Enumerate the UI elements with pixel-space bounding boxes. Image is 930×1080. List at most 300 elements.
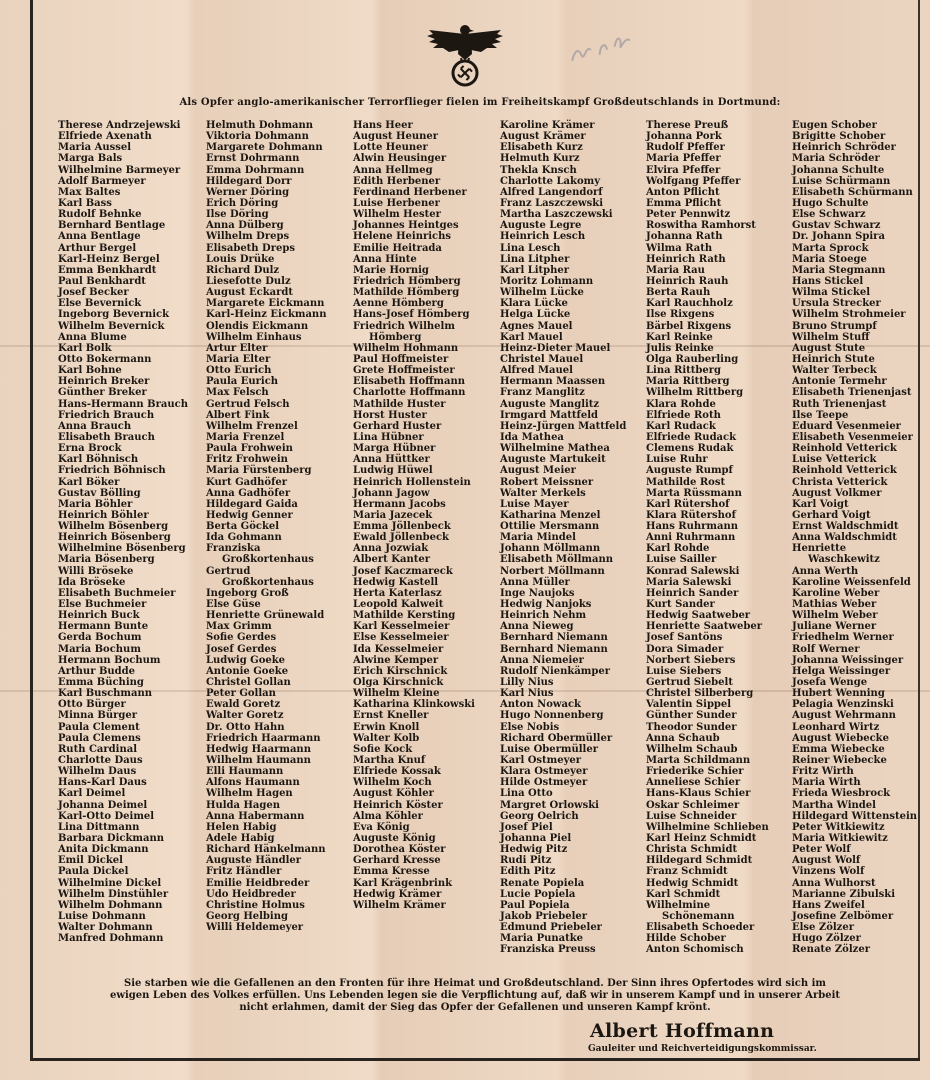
victim-name: Wilhelm Krämer bbox=[353, 899, 446, 911]
victim-name: Charlotte Lakomy bbox=[500, 175, 601, 187]
victim-name: Anna Hellmeg bbox=[353, 164, 433, 176]
victim-name: Gertrud Siebelt bbox=[646, 677, 733, 689]
victim-name: Maria Rittberg bbox=[646, 376, 730, 388]
victim-name: Liesefotte Dulz bbox=[206, 275, 291, 287]
victim-name: Johann Möllmann bbox=[500, 543, 601, 555]
victim-name: Anton Pflicht bbox=[646, 186, 720, 198]
victim-name: Emma Büching bbox=[58, 677, 144, 689]
names-column-4 bbox=[500, 120, 626, 956]
victim-name: Helene Heinrichs bbox=[353, 231, 452, 243]
victim-name: Anna Brauch bbox=[58, 420, 132, 432]
victim-name: Richard Dulz bbox=[206, 264, 280, 276]
victim-name: Wilhelmine Mathea bbox=[500, 443, 610, 455]
victim-name: Horst Huster bbox=[353, 409, 427, 421]
victim-name: Emma Kresse bbox=[353, 866, 430, 878]
victim-name: Charlotte Daus bbox=[58, 755, 143, 767]
victim-name: Karl Nius bbox=[500, 688, 554, 700]
victim-name: August Meier bbox=[500, 465, 576, 477]
victim-name: Wilhelm Hagen bbox=[206, 788, 293, 800]
victim-name: Eugen Schober bbox=[792, 120, 877, 131]
victim-name: Waschkewitz bbox=[808, 554, 880, 566]
right-border bbox=[918, 0, 920, 1060]
victim-name: Walter Goretz bbox=[206, 710, 284, 722]
victim-name: Vinzens Wolf bbox=[792, 866, 865, 878]
victim-name: Hömberg bbox=[369, 331, 422, 343]
closing-statement: Sie starben wie die Gefallenen an den Fronten für ihre Heimat und Großdeutschland. Der Sinn ihres Opfertodes wird sich im ewigen Leben des Volkes erfüllen. Uns Lebenden legen sie die Verpflichtung auf, daß wir in unserem Kampf und in unserer Arbeit nicht erlahmen, damit der Sieg das Opfer der Gefallenen und unseren Kampf krönt. bbox=[110, 978, 840, 1013]
victim-name: Friedrich Wilhelm bbox=[353, 320, 455, 332]
victim-name: Dr. Otto Hahn bbox=[206, 721, 285, 733]
victim-name: Maria Jazecek bbox=[353, 509, 433, 521]
victim-name: Anna Habermann bbox=[206, 810, 305, 822]
victim-name: Lina Rittberg bbox=[646, 365, 722, 377]
victim-name: Margarete Dohmann bbox=[206, 142, 323, 154]
victim-name: Klara Ostmeyer bbox=[500, 766, 588, 778]
victim-name: Anna Schaub bbox=[646, 732, 720, 744]
victim-name: Hildegard Gaida bbox=[206, 498, 298, 510]
victim-name: Elfriede Rudack bbox=[646, 431, 737, 443]
victim-name: Luise Schneider bbox=[646, 810, 737, 822]
victim-name: Christel Gollan bbox=[206, 677, 291, 689]
victim-name: Lilly Nius bbox=[500, 677, 554, 689]
victim-name: Großkortenhaus bbox=[222, 554, 314, 566]
left-border bbox=[30, 0, 33, 1060]
victim-name: Olendis Eickmann bbox=[206, 320, 309, 332]
victim-name: Marta Sprock bbox=[792, 242, 869, 254]
victim-name: Elisabeth Schürmann bbox=[792, 186, 913, 198]
victim-name: Anna Hüttker bbox=[353, 454, 430, 466]
victim-name: Hildegard Schmidt bbox=[646, 855, 753, 867]
victim-name: Sofie Kock bbox=[353, 743, 413, 755]
victim-name: Heinrich Breker bbox=[58, 376, 150, 388]
victim-name: Hugo Schulte bbox=[792, 197, 869, 209]
victim-name: Elisabeth Hoffmann bbox=[353, 376, 465, 388]
victim-name: Wolfgang Pfeffer bbox=[646, 175, 741, 187]
victim-name: Peter Wolf bbox=[792, 844, 851, 856]
victim-name: Karl Krägenbrink bbox=[353, 877, 453, 889]
victim-name: Wilhelm Schaub bbox=[646, 743, 738, 755]
victim-name: Bernhard Niemann bbox=[500, 632, 608, 644]
victim-name: Alfred Langendorf bbox=[500, 186, 603, 198]
victim-name: Anna Gadhöfer bbox=[206, 487, 291, 499]
victim-name: Josef Piel bbox=[500, 821, 553, 833]
victim-name: Marianne Zibulski bbox=[792, 888, 895, 900]
victim-name: Friedrich Böhnisch bbox=[58, 465, 166, 477]
victim-name: Hermann Maassen bbox=[500, 376, 606, 388]
victim-name: Antonie Termehr bbox=[792, 376, 887, 388]
victim-name: Anna Waldschmidt bbox=[792, 532, 897, 544]
victim-name: Friedrich Brauch bbox=[58, 409, 155, 421]
victim-name: Anni Ruhrmann bbox=[646, 532, 736, 544]
victim-name: Hedwig Krämer bbox=[353, 888, 442, 900]
victim-name: Olga Rauberling bbox=[646, 353, 739, 365]
victim-name: Christa Vetterick bbox=[792, 476, 888, 488]
victim-name: Wilma Rath bbox=[646, 242, 713, 254]
victim-name: Anna Werth bbox=[792, 565, 859, 577]
victim-name: Karoline Weissenfeld bbox=[792, 576, 911, 588]
victim-name: Willi Heldemeyer bbox=[206, 922, 304, 934]
victim-name: Klara Rütershof bbox=[646, 509, 736, 521]
victim-name: Heinrich Lesch bbox=[500, 231, 586, 243]
victim-name: Renate Popiela bbox=[500, 877, 585, 889]
victim-name: Martha Windel bbox=[792, 799, 876, 811]
victim-name: Arthur Bergel bbox=[58, 242, 137, 254]
victim-name: August Heuner bbox=[353, 131, 439, 143]
victim-name: Paula Frohwein bbox=[206, 443, 293, 455]
victim-name: Karl-Otto Deimel bbox=[58, 810, 155, 822]
victim-name: Johanna Pork bbox=[646, 131, 722, 143]
victim-name: Franz Laszczewski bbox=[500, 197, 604, 209]
victim-name: Mathilde Huster bbox=[353, 398, 446, 410]
victim-name: Renate Zölzer bbox=[792, 944, 870, 956]
victim-name: Katharina Klinkowski bbox=[353, 699, 475, 711]
victim-name: Friedrich Hömberg bbox=[353, 275, 461, 287]
victim-name: Wilhelm Einhaus bbox=[206, 331, 302, 343]
victim-name: Heinz-Dieter Mauel bbox=[500, 342, 611, 354]
victim-name: Herta Katerlasz bbox=[353, 587, 442, 599]
victim-name: Christel Silberberg bbox=[646, 688, 754, 700]
victim-name: Heinrich Nehm bbox=[500, 610, 587, 622]
victim-name: Elvira Pfeffer bbox=[646, 164, 721, 176]
victim-name: Lina Dittmann bbox=[58, 821, 140, 833]
victim-name: Gerhard Kresse bbox=[353, 855, 441, 867]
victim-name: Karl Litpher bbox=[500, 264, 570, 276]
victim-name: Wilhelm Weber bbox=[792, 610, 878, 622]
victim-name: Karl Voigt bbox=[792, 498, 849, 510]
victim-name: Karl Rohde bbox=[646, 543, 710, 555]
victim-name: Ferdinand Herbener bbox=[353, 186, 467, 198]
victim-name: Charlotte Hoffmann bbox=[353, 387, 466, 399]
victim-name: Irmgard Mattfeld bbox=[500, 409, 598, 421]
victim-name: Richard Hänkelmann bbox=[206, 844, 326, 856]
victim-name: Agnes Mauel bbox=[500, 320, 573, 332]
victim-name: Helen Habig bbox=[206, 821, 277, 833]
victim-name: Hedwig Haarmann bbox=[206, 743, 311, 755]
victim-name: Else Kesselmeier bbox=[353, 632, 449, 644]
victim-name: Franziska Preuss bbox=[500, 944, 596, 956]
victim-name: Alfons Haumann bbox=[206, 777, 300, 789]
victim-name: Oskar Schleimer bbox=[646, 799, 740, 811]
victim-name: Louis Drüke bbox=[206, 253, 275, 265]
victim-name: Maria Elter bbox=[206, 353, 271, 365]
victim-name: Christa Schmidt bbox=[646, 844, 738, 856]
names-column-6 bbox=[792, 120, 917, 956]
victim-name: Heinrich Hollenstein bbox=[353, 476, 471, 488]
victim-name: Barbara Dickmann bbox=[58, 833, 164, 844]
victim-name: Georg Helbing bbox=[206, 910, 288, 922]
victim-name: Walter Terbeck bbox=[792, 365, 877, 377]
victim-name: Maria Salewski bbox=[646, 576, 732, 588]
victim-name: Maria Stegmann bbox=[792, 264, 886, 276]
victim-name: Emilie Heitrada bbox=[353, 242, 442, 254]
victim-name: Otto Bokermann bbox=[58, 353, 152, 365]
victim-name: Luise Schürmann bbox=[792, 175, 891, 187]
victim-name: Anna Hinte bbox=[353, 253, 417, 265]
victim-name: Norbert Möllmann bbox=[500, 565, 605, 577]
victim-name: Elfriede Roth bbox=[646, 409, 721, 421]
victim-name: Karl-Heinz Eickmann bbox=[206, 309, 327, 321]
victim-name: Maria Schröder bbox=[792, 153, 880, 165]
victim-name: Max Felsch bbox=[206, 387, 269, 399]
victim-name: Hugo Nonnenberg bbox=[500, 710, 604, 722]
victim-name: Franz Schmidt bbox=[646, 866, 728, 878]
victim-name: Else Buchmeier bbox=[58, 599, 147, 611]
victim-name: Leonhard Wirtz bbox=[792, 721, 880, 733]
victim-name: Erich Kirschnick bbox=[353, 665, 448, 677]
victim-name: Anna Niemeier bbox=[500, 654, 584, 666]
victim-name: Hans Zweifel bbox=[792, 899, 865, 911]
victim-name: Großkortenhaus bbox=[222, 576, 314, 588]
victim-name: Wilhelm Frenzel bbox=[206, 420, 298, 432]
victim-name: Fritz Händler bbox=[206, 866, 282, 878]
victim-name: Hermann Bunte bbox=[58, 621, 149, 633]
victim-name: Franz Manglitz bbox=[500, 387, 585, 399]
victim-name: Wilhelm Dreps bbox=[206, 231, 290, 243]
victim-name: Wilhelm Daus bbox=[58, 766, 137, 778]
victim-name: Else Bevernick bbox=[58, 298, 142, 310]
victim-name: Wilhelm Strohmeier bbox=[792, 309, 906, 321]
victim-name: Günther Breker bbox=[58, 387, 147, 399]
victim-name: Karl Bohne bbox=[58, 365, 122, 377]
victim-name: Luise Siebers bbox=[646, 665, 722, 677]
victim-name: Heinrich Böhler bbox=[58, 509, 149, 521]
victim-name: Rolf Werner bbox=[792, 643, 860, 655]
victim-name: Marta Rüssmann bbox=[646, 487, 742, 499]
victim-name: Henriette bbox=[792, 543, 847, 555]
victim-name: Johann Jagow bbox=[353, 487, 430, 499]
victim-name: Georg Oelrich bbox=[500, 810, 579, 822]
victim-name: Maria Rau bbox=[646, 264, 705, 276]
victim-name: Hedwig Genner bbox=[206, 509, 293, 521]
victim-name: Adolf Barmeyer bbox=[58, 175, 146, 187]
victim-name: Konrad Salewski bbox=[646, 565, 740, 577]
victim-name: Pelagia Wenzinski bbox=[792, 699, 894, 711]
victim-name: Lina Lesch bbox=[500, 242, 561, 254]
names-column-1 bbox=[58, 120, 188, 944]
victim-name: Marie Hornig bbox=[353, 264, 429, 276]
victim-name: Johanna Schulte bbox=[792, 164, 885, 176]
victim-name: Paul Hoffmeister bbox=[353, 353, 449, 365]
bottom-border bbox=[30, 1058, 920, 1061]
victim-name: Karl Rudack bbox=[646, 420, 716, 432]
victim-name: Marta Schildmann bbox=[646, 755, 751, 767]
victim-name: Karl Reinke bbox=[646, 331, 713, 343]
victim-name: Jakob Priebeler bbox=[500, 910, 588, 922]
victim-name: Anna Nieweg bbox=[500, 621, 574, 633]
victim-name: Walter Dohmann bbox=[58, 922, 153, 934]
victim-name: Heinrich Bösenberg bbox=[58, 532, 171, 544]
victim-name: Heinrich Rath bbox=[646, 253, 726, 265]
victim-name: Johannes Heintges bbox=[353, 220, 459, 232]
victim-name: Maria Bösenberg bbox=[58, 554, 155, 566]
victim-name: Auguste Händler bbox=[206, 855, 302, 867]
victim-name: Anna Jozwiak bbox=[353, 543, 429, 555]
victim-name: Hans Stickel bbox=[792, 275, 864, 287]
victim-name: Hilde Ostmeyer bbox=[500, 777, 588, 789]
victim-name: Alma Köhler bbox=[353, 810, 423, 822]
victim-name: Karl Bass bbox=[58, 197, 112, 209]
victim-name: Emma Benkhardt bbox=[58, 264, 157, 276]
victim-name: August Wiebecke bbox=[792, 732, 889, 744]
victim-name: August Köhler bbox=[353, 788, 434, 800]
names-column-5 bbox=[646, 120, 769, 956]
victim-name: Hans-Hermann Brauch bbox=[58, 398, 188, 410]
victim-name: Karl Heinz Schmidt bbox=[646, 833, 757, 844]
eagle-emblem-icon bbox=[425, 20, 505, 90]
victim-name: Rudi Pitz bbox=[500, 855, 552, 867]
victim-name: Albert Kanter bbox=[353, 554, 430, 566]
victim-name: Wilma Stickel bbox=[792, 287, 871, 299]
victim-name: Ida Kesselmeier bbox=[353, 643, 444, 655]
victim-name: Hedwig Nanjoks bbox=[500, 599, 592, 611]
victim-name: Gerhard Voigt bbox=[792, 509, 871, 521]
victim-name: Ludwig Hüwel bbox=[353, 465, 433, 477]
victim-name: Ernst Kneller bbox=[353, 710, 429, 722]
victim-name: Hulda Hagen bbox=[206, 799, 281, 811]
victim-name: Wilhelm Rittberg bbox=[646, 387, 744, 399]
victim-name: Erwin Knoll bbox=[353, 721, 420, 733]
victim-name: Gertrud bbox=[206, 565, 251, 577]
victim-name: Emma Dohrmann bbox=[206, 164, 305, 176]
victim-name: Lina Hübner bbox=[353, 431, 424, 443]
victim-name: Hildegard Dorr bbox=[206, 175, 292, 187]
victim-name: Anna Wulhorst bbox=[792, 877, 876, 889]
victim-name: Hedwig Kastell bbox=[353, 576, 439, 588]
victim-name: Johanna Deimel bbox=[58, 799, 148, 811]
victim-name: Hedwig Schmidt bbox=[646, 877, 739, 889]
victim-name: Elfriede Kossak bbox=[353, 766, 441, 778]
victim-name: Anna Müller bbox=[500, 576, 570, 588]
victim-name: Elisabeth Vesenmeier bbox=[792, 431, 913, 443]
victim-name: Hans-Klaus Schier bbox=[646, 788, 751, 800]
victim-name: Paula Clemens bbox=[58, 732, 141, 744]
victim-name: Johanna Weissinger bbox=[792, 654, 904, 666]
victim-name: August Stute bbox=[792, 342, 866, 354]
victim-name: Auguste König bbox=[353, 833, 436, 844]
victim-name: Wilhelmine Dickel bbox=[58, 877, 162, 889]
victim-name: Dorothea Köster bbox=[353, 844, 446, 856]
victim-name: Johanna Piel bbox=[500, 833, 572, 844]
victim-name: Franziska bbox=[206, 543, 261, 555]
victim-name: Else Nobis bbox=[500, 721, 560, 733]
victim-name: Karl Buschmann bbox=[58, 688, 153, 700]
victim-name: Helmuth Kurz bbox=[500, 153, 580, 165]
victim-name: Helmuth Dohmann bbox=[206, 120, 314, 131]
victim-name: Wilhelm Dinstühler bbox=[58, 888, 169, 900]
victim-name: Hedwig Pitz bbox=[500, 844, 568, 856]
victim-name: Karl Mauel bbox=[500, 331, 563, 343]
victim-name: Margret Orlowski bbox=[500, 799, 599, 811]
victim-name: Hilde Schober bbox=[646, 933, 726, 945]
victim-name: Elisabeth Brauch bbox=[58, 431, 155, 443]
victim-name: Erich Döring bbox=[206, 197, 279, 209]
victim-name: Antonie Goeke bbox=[206, 665, 289, 677]
victim-name: Wilhelmine bbox=[646, 899, 711, 911]
victim-name: Adele Habig bbox=[206, 833, 275, 844]
victim-name: Ingeborg Groß bbox=[206, 587, 289, 599]
victim-name: Peter Pennwitz bbox=[646, 209, 731, 221]
victim-name: Ursula Strecker bbox=[792, 298, 881, 310]
victim-name: Karl Deimel bbox=[58, 788, 126, 800]
victim-name: Josef Kaczmareck bbox=[353, 565, 453, 577]
victim-name: Luise Vetterick bbox=[792, 454, 877, 466]
victim-name: Otto Eurich bbox=[206, 365, 272, 377]
victim-name: Mathilde Rost bbox=[646, 476, 726, 488]
victim-name: Otto Bürger bbox=[58, 699, 126, 711]
victim-name: Sofie Gerdes bbox=[206, 632, 277, 644]
victim-name: Wilhelm Bevernick bbox=[58, 320, 165, 332]
victim-name: Wilhelm Lücke bbox=[500, 287, 584, 299]
victim-name: Karl-Heinz Bergel bbox=[58, 253, 160, 265]
victim-name: Josefa Wenge bbox=[792, 677, 868, 689]
victim-name: Richard Obermüller bbox=[500, 732, 613, 744]
victim-name: Ernst Dohrmann bbox=[206, 153, 300, 165]
victim-name: Auguste Manglitz bbox=[500, 398, 600, 410]
victim-name: Gustav Schwarz bbox=[792, 220, 881, 232]
victim-name: Maria Punatke bbox=[500, 933, 584, 945]
victim-name: August Wolf bbox=[792, 855, 861, 867]
victim-name: Mathilde Kersting bbox=[353, 610, 456, 622]
victim-name: Elisabeth Trienenjast bbox=[792, 387, 912, 399]
victim-name: Luise Obermüller bbox=[500, 743, 598, 755]
victim-name: Elisabeth Kurz bbox=[500, 142, 583, 154]
victim-name: Karl Rauchholz bbox=[646, 298, 733, 310]
victim-name: Lotte Heuner bbox=[353, 142, 428, 154]
victim-name: Gustav Bölling bbox=[58, 487, 141, 499]
victim-name: Eva König bbox=[353, 821, 410, 833]
victim-name: Berta Rauh bbox=[646, 287, 711, 299]
victim-name: Ewald Jöllenbeck bbox=[353, 532, 449, 544]
victim-name: Christine Holmus bbox=[206, 899, 305, 911]
victim-name: Edith Pitz bbox=[500, 866, 556, 878]
victim-name: Brigitte Schober bbox=[792, 131, 886, 143]
victim-name: Wilhelm Koch bbox=[353, 777, 432, 789]
victim-name: Martha Laszczewski bbox=[500, 209, 613, 221]
victim-name: Reinhold Vetterick bbox=[792, 443, 897, 455]
victim-name: Maria Pfeffer bbox=[646, 153, 721, 165]
victim-name: Wilhelm Dohmann bbox=[58, 899, 163, 911]
victim-name: Elisabeth Schoeder bbox=[646, 922, 755, 934]
victim-name: Udo Heidbreder bbox=[206, 888, 296, 900]
victim-name: Elisabeth Dreps bbox=[206, 242, 295, 254]
victim-name: Hedwig Saatweber bbox=[646, 610, 751, 622]
victim-name: Kurt Gadhöfer bbox=[206, 476, 287, 488]
victim-name: Erna Brock bbox=[58, 443, 122, 455]
victim-name: Bärbel Rixgens bbox=[646, 320, 732, 332]
victim-name: Hans-Josef Hömberg bbox=[353, 309, 470, 321]
signer-name: Albert Hoffmann bbox=[590, 1020, 775, 1042]
victim-name: Paula Dickel bbox=[58, 866, 129, 878]
victim-name: Frieda Wiesbrock bbox=[792, 788, 891, 800]
victim-name: Karl Böker bbox=[58, 476, 120, 488]
victim-name: Hildegard Wittenstein bbox=[792, 810, 918, 822]
victim-name: Christel Mauel bbox=[500, 353, 584, 365]
victim-name: Aenne Hömberg bbox=[353, 298, 444, 310]
victim-name: Minna Bürger bbox=[58, 710, 137, 722]
victim-name: Hermann Bochum bbox=[58, 654, 161, 666]
victim-name: Maria Mindel bbox=[500, 532, 576, 544]
victim-name: Mathilde Hömberg bbox=[353, 287, 460, 299]
victim-name: Karoline Weber bbox=[792, 587, 880, 599]
victim-name: Ilse Teepe bbox=[792, 409, 849, 421]
victim-name: Julis Reinke bbox=[646, 342, 714, 354]
victim-name: Emma Jöllenbeck bbox=[353, 521, 451, 533]
victim-name: Paula Clement bbox=[58, 721, 140, 733]
victim-name: Inge Naujoks bbox=[500, 587, 575, 599]
victim-name: Wilhelmine Schlieben bbox=[646, 821, 769, 833]
victim-name: Wilhelmine Barmeyer bbox=[58, 164, 181, 176]
victim-name: Anna Dülberg bbox=[206, 220, 284, 232]
victim-name: Alwin Heusinger bbox=[353, 153, 447, 165]
